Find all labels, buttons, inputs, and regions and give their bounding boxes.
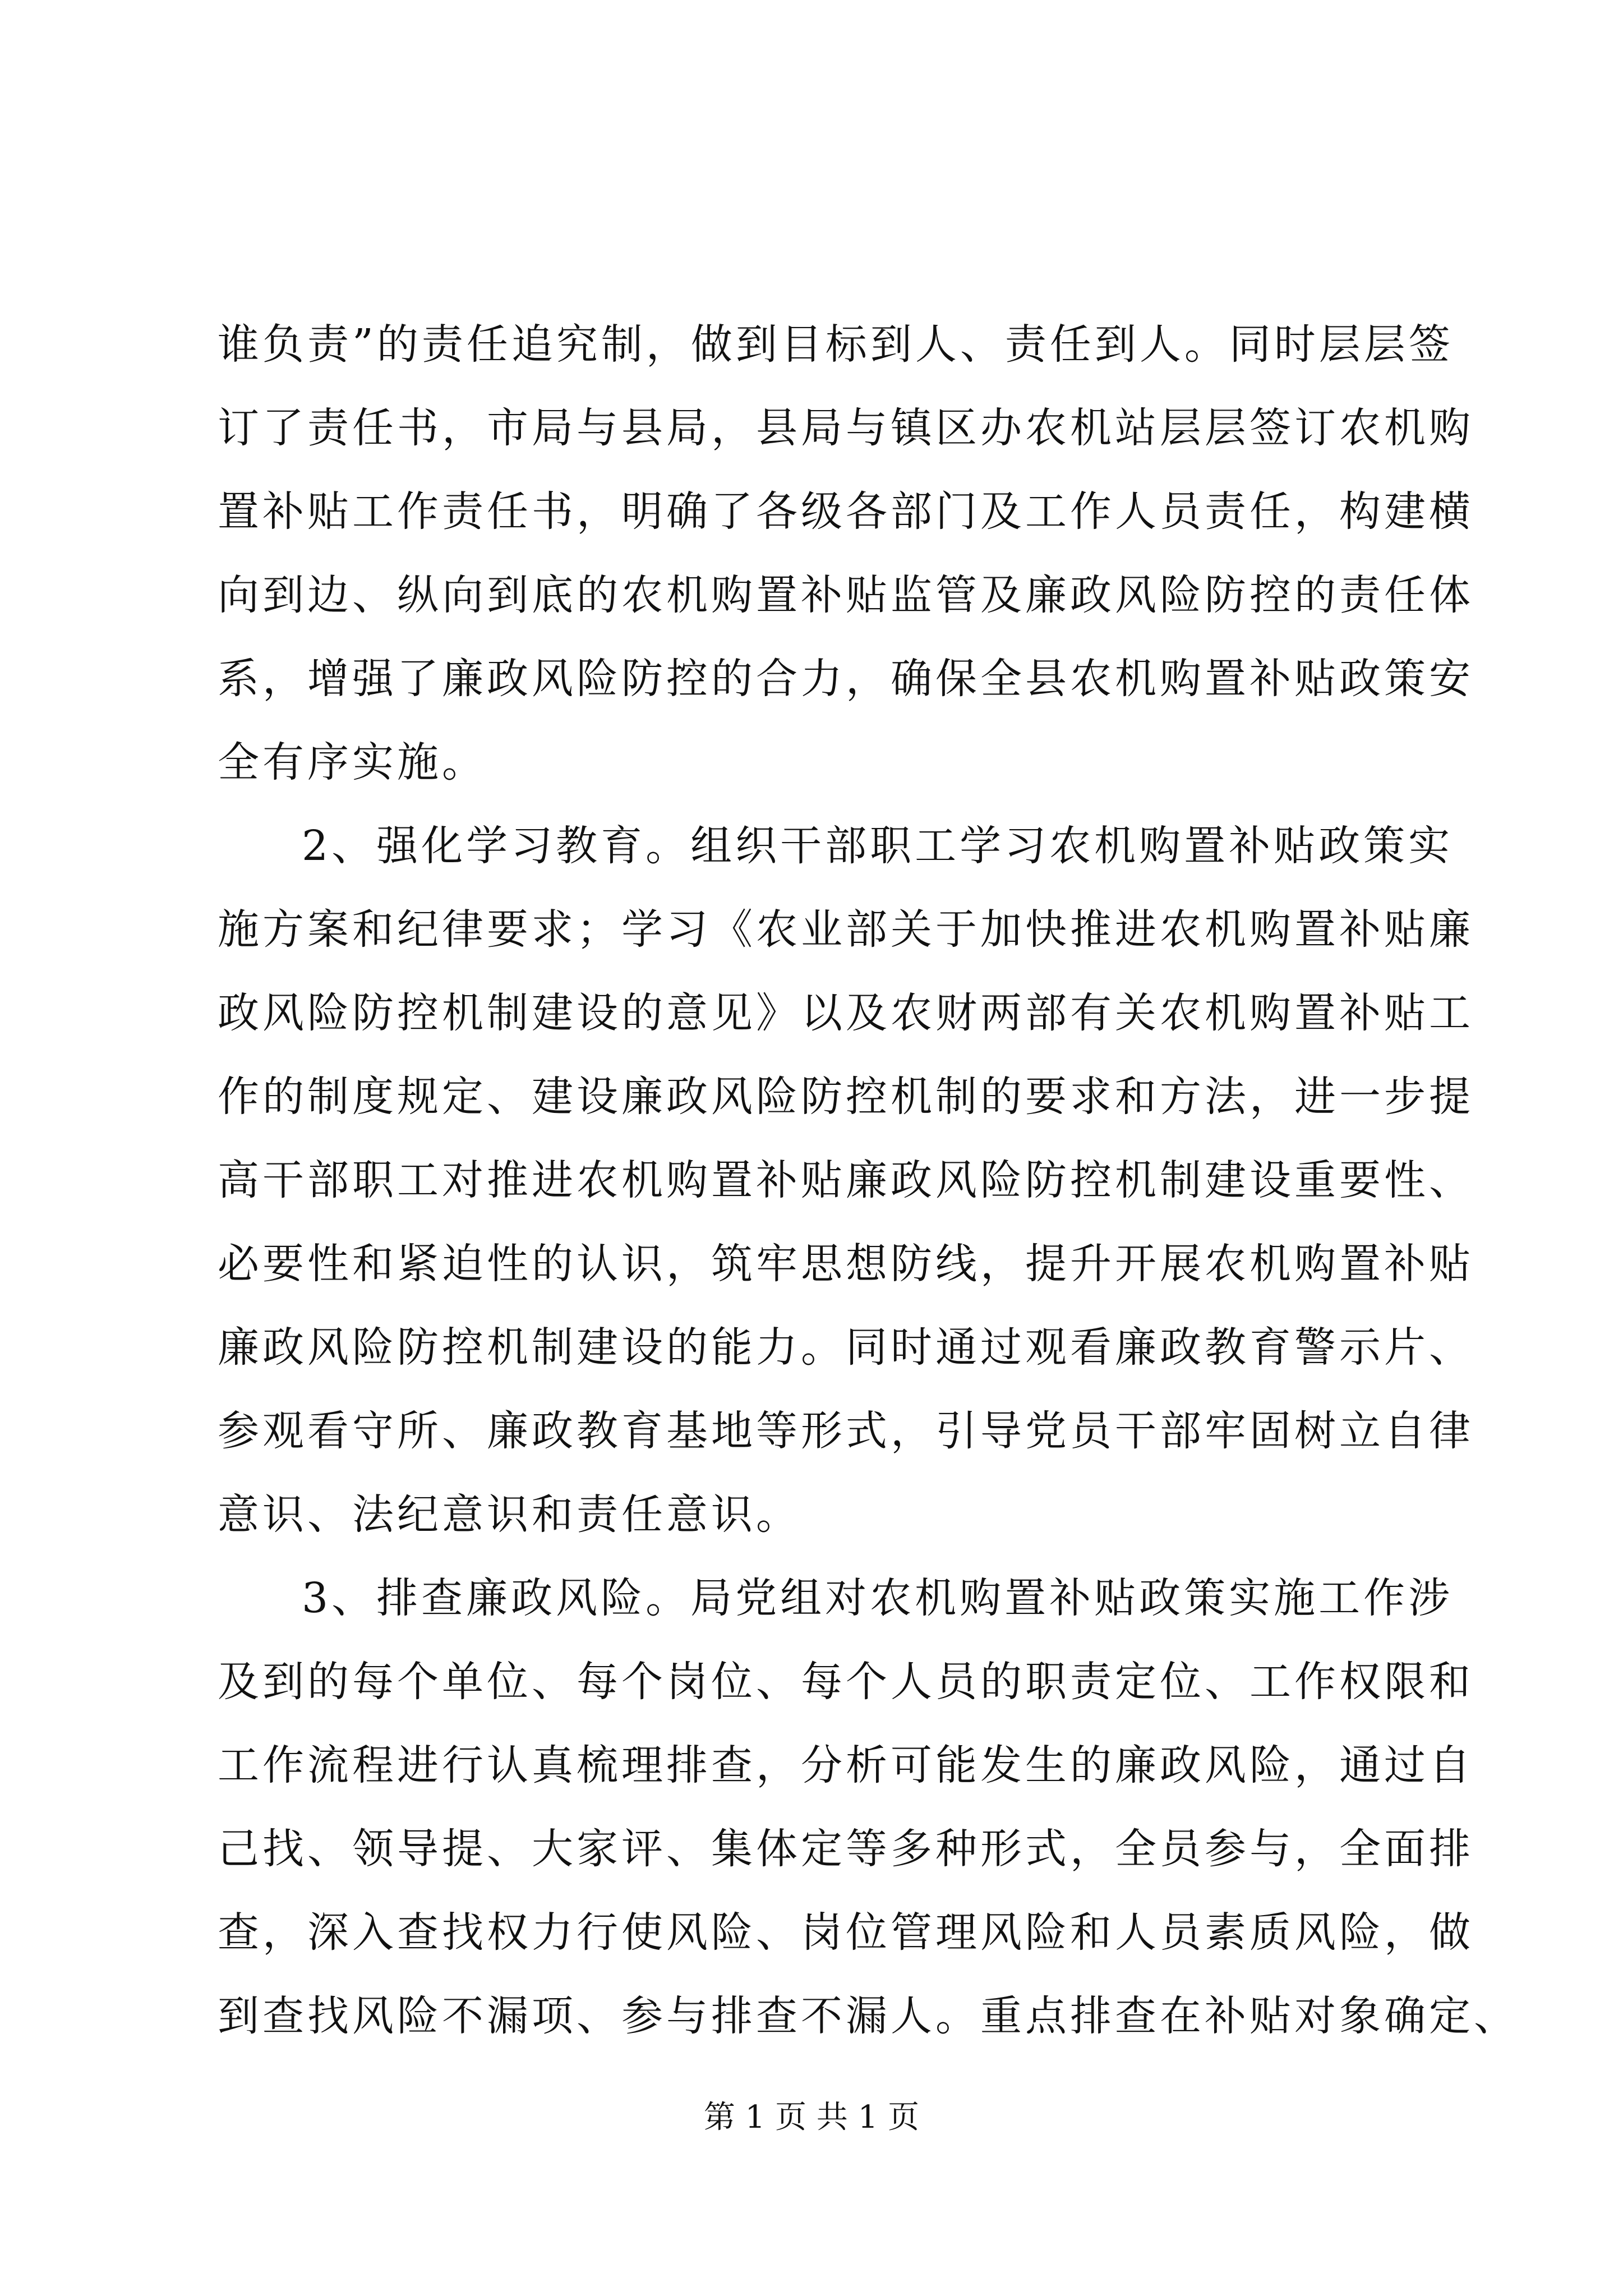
- text-line: 向到边、纵向到底的农机购置补贴监管及廉政风险防控的责任体: [218, 571, 1474, 619]
- text-line: 置补贴工作责任书，明确了各级各部门及工作人员责任，构建横: [218, 487, 1474, 536]
- text-line: 作的制度规定、建设廉政风险防控机制的要求和方法，进一步提: [218, 1073, 1474, 1121]
- text-line: 及到的每个单位、每个岗位、每个人员的职责定位、工作权限和: [218, 1658, 1474, 1706]
- text-line: 政风险防控机制建设的意见》以及农财两部有关农机购置补贴工: [218, 989, 1474, 1037]
- body-text: [218, 303, 1519, 2058]
- paragraph-start-line: 3、排查廉政风险。局党组对农机购置补贴政策实施工作涉: [302, 1574, 1454, 1622]
- page-number-label: 第 1 页 共 1 页: [703, 2099, 920, 2136]
- text-line: 己找、领导提、大家评、集体定等多种形式，全员参与，全面排: [218, 1825, 1474, 1873]
- text-line: 到查找风险不漏项、参与排查不漏人。重点排查在补贴对象确定、: [218, 1992, 1519, 2040]
- text-line: 工作流程进行认真梳理排查，分析可能发生的廉政风险，通过自: [218, 1741, 1474, 1789]
- text-line: 参观看守所、廉政教育基地等形式，引导党员干部牢固树立自律: [218, 1407, 1474, 1455]
- text-line: 系，增强了廉政风险防控的合力，确保全县农机购置补贴政策安: [218, 655, 1474, 703]
- text-line: 订了责任书，市局与县局，县局与镇区办农机站层层签订农机购: [218, 404, 1474, 452]
- text-line: 全有序实施。: [218, 738, 487, 786]
- text-line: 意识、法纪意识和责任意识。: [218, 1490, 801, 1539]
- text-line: 廉政风险防控机制建设的能力。同时通过观看廉政教育警示片、: [218, 1323, 1474, 1372]
- text-line: 查，深入查找权力行使风险、岗位管理风险和人员素质风险，做: [218, 1908, 1474, 1957]
- page-footer: [0, 2098, 1623, 2137]
- paragraph-start-line: 2、强化学习教育。组织干部职工学习农机购置补贴政策实: [302, 822, 1454, 870]
- text-line: 谁负责”的责任追究制，做到目标到人、责任到人。同时层层签: [218, 320, 1454, 369]
- text-line: 施方案和纪律要求；学习《农业部关于加快推进农机购置补贴廉: [218, 905, 1474, 954]
- text-line: 高干部职工对推进农机购置补贴廉政风险防控机制建设重要性、: [218, 1156, 1474, 1204]
- text-line: 必要性和紧迫性的认识，筑牢思想防线，提升开展农机购置补贴: [218, 1240, 1474, 1288]
